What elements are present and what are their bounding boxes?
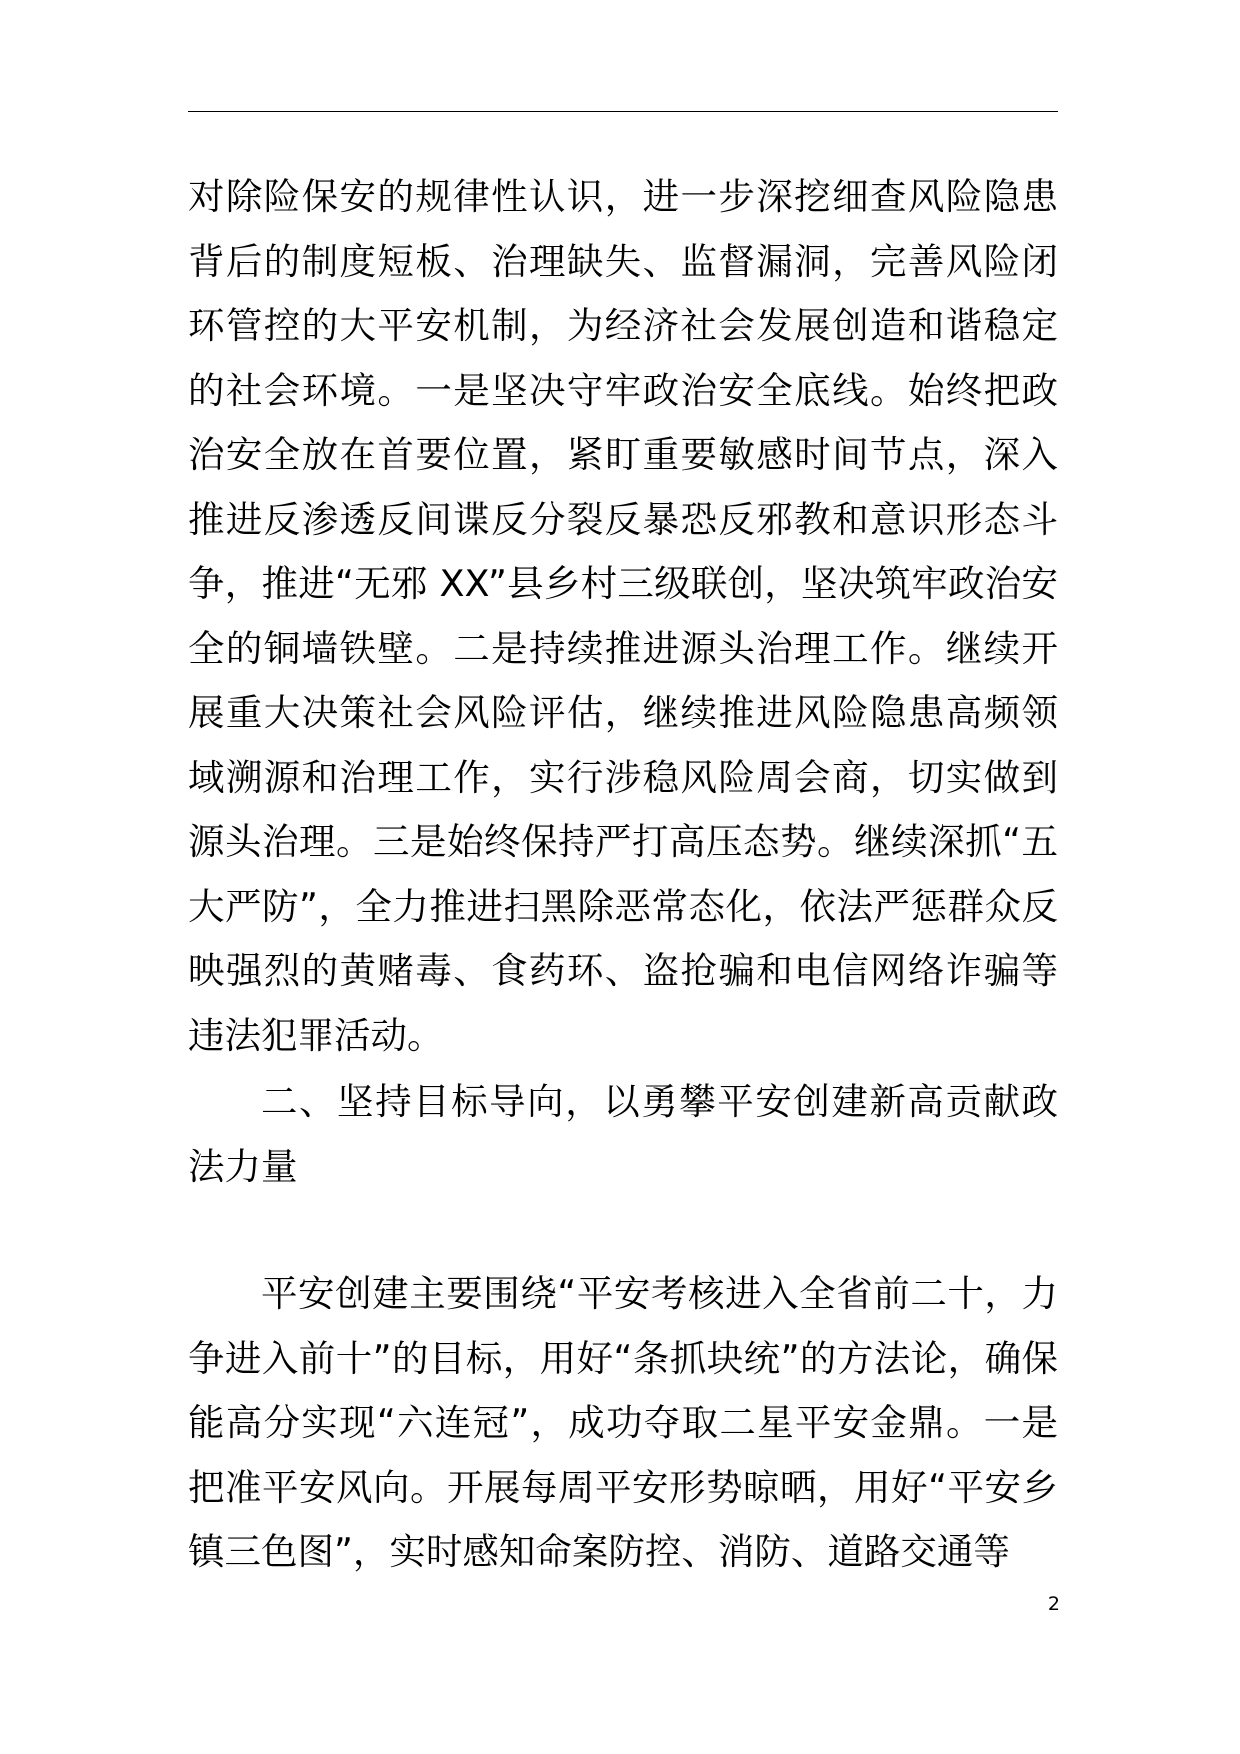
header-rule bbox=[188, 111, 1058, 112]
page-number: 2 bbox=[1047, 1593, 1060, 1615]
section-heading: 二、坚持目标导向，以勇攀平安创建新高贡献政法力量 bbox=[188, 1080, 1058, 1188]
body-paragraph: 平安创建主要围绕“平安考核进入全省前二十，力争进入前十”的目标，用好“条抓块统”的方法论，确保能高分实现“六连冠”，成功夺取二星平安金鼎。一是把准平安风向。开展每周平安形势晾晒，用好“平安乡镇三色图”，实时感知命案防控、消防、道路交通等 bbox=[188, 1272, 1058, 1573]
body-paragraph: 对除险保安的规律性认识，进一步深挖细查风险隐患背后的制度短板、治理缺失、监督漏洞，完善风险闭环管控的大平安机制，为经济社会发展创造和谐稳定的社会环境。一是坚决守牢政治安全底线。始终把政治安全放在首要位置，紧盯重要敏感时间节点，深入推进反渗透反间谍反分裂反暴恐反邪教和意识形态斗争，推进“无邪 XX”县乡村三级联创，坚决筑牢政治安全的铜墙铁壁。二是持续推进源头治理工作。继续开展重大决策社会风险评估，继续推进风险隐患高频领域溯源和治理工作，实行涉稳风险周会商，切实做到源头治理。三是始终保持严打高压态势。继续深抓“五大严防”，全力推进扫黑除恶常态化，依法严惩群众反映强烈的黄赌毒、食药环、盗抢骗和电信网络诈骗等违法犯罪活动。 bbox=[188, 175, 1058, 1057]
